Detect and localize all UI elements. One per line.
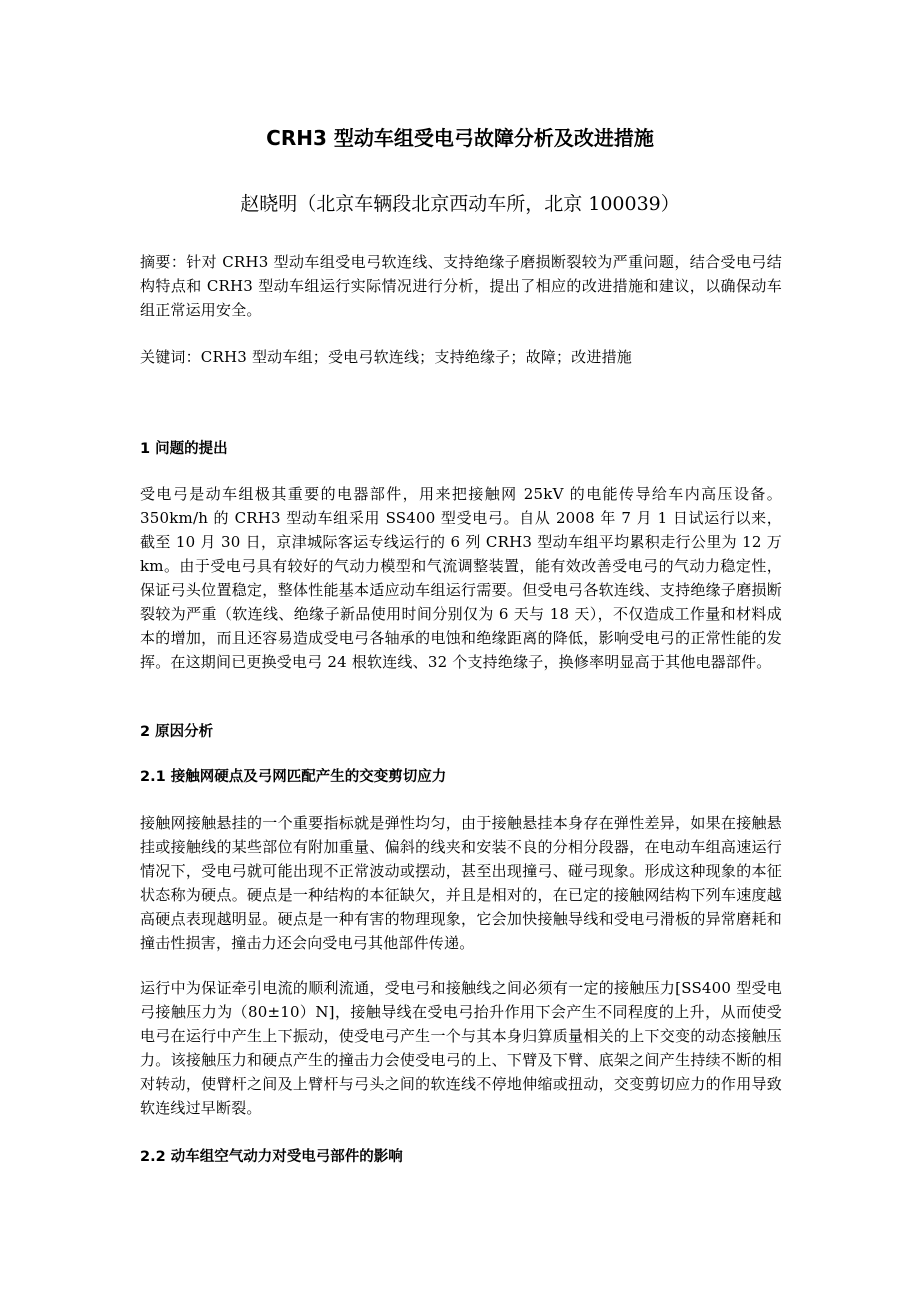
section-2-1-heading: 2.1 接触网硬点及弓网匹配产生的交变剪切应力 [140, 769, 447, 785]
section-2-heading: 2 原因分析 [140, 724, 214, 740]
document-title: CRH3 型动车组受电弓故障分析及改进措施 [266, 126, 654, 150]
abstract-paragraph: 摘要：针对 CRH3 型动车组受电弓软连线、支持绝缘子磨损断裂较为严重问题，结合受电弓结构特点和 CRH3 型动车组运行实际情况进行分析，提出了相应的改进措施和建议，以确保动车组正常运用安全。 [140, 253, 782, 319]
section-2-1-paragraph-2: 运行中为保证牵引电流的顺利流通，受电弓和接触线之间必须有一定的接触压力[SS400 型受电弓接触压力为（80±10）N]，接触导线在受电弓抬升作用下会产生不同程度的上升，从而使受电弓在运行中产生上下振动，使受电弓产生一个与其本身归算质量相关的上下交变的动态接触压力。该接触压力和硬点产生的撞击力会使受电弓的上、下臂及下臂、底架之间产生持续不断的相对转动，使臂杆之间及上臂杆与弓头之间的软连线不停地伸缩或扭动，交变剪切应力的作用导致软连线过早断裂。 [140, 979, 782, 1117]
author-affiliation: 赵晓明（北京车辆段北京西动车所，北京 100039） [240, 193, 680, 215]
keywords-line: 关键词：CRH3 型动车组；受电弓软连线；支持绝缘子；故障；改进措施 [140, 348, 632, 366]
section-2-2-heading: 2.2 动车组空气动力对受电弓部件的影响 [140, 1149, 403, 1165]
section-2-1-paragraph-1: 接触网接触悬挂的一个重要指标就是弹性均匀，由于接触悬挂本身存在弹性差异，如果在接触悬挂或接触线的某些部位有附加重量、偏斜的线夹和安装不良的分相分段器，在电动车组高速运行情况下，受电弓就可能出现不正常波动或摆动，甚至出现撞弓、碰弓现象。形成这种现象的本征状态称为硬点。硬点是一种结构的本征缺欠，并且是相对的，在已定的接触网结构下列车速度越高硬点表现越明显。硬点是一种有害的物理现象，它会加快接触导线和受电弓滑板的异常磨耗和撞击性损害，撞击力还会向受电弓其他部件传递。 [140, 814, 782, 952]
section-1-paragraph: 受电弓是动车组极其重要的电器部件，用来把接触网 25kV 的电能传导给车内高压设备。350km/h 的 CRH3 型动车组采用 SS400 型受电弓。自从 2008 年 7 月 1 日试运行以来，截至 10 月 30 日，京津城际客运专线运行的 6 列 CRH3 型动车组平均累积走行公里为 12 万 km。由于受电弓具有较好的气动力模型和气流调整装置，能有效改善受电弓的气动力稳定性，保证弓头位置稳定，整体性能基本适应动车组运行需要。但受电弓各软连线、支持绝缘子磨损断裂较为严重（软连线、绝缘子新品使用时间分别仅为 6 天与 18 天），不仅造成工作量和材料成本的增加，而且还容易造成受电弓各轴承的电蚀和绝缘距离的降低，影响受电弓的正常性能的发挥。在这期间已更换受电弓 24 根软连线、32 个支持绝缘子，换修率明显高于其他电器部件。 [140, 485, 782, 671]
section-1-heading: 1 问题的提出 [140, 441, 228, 457]
